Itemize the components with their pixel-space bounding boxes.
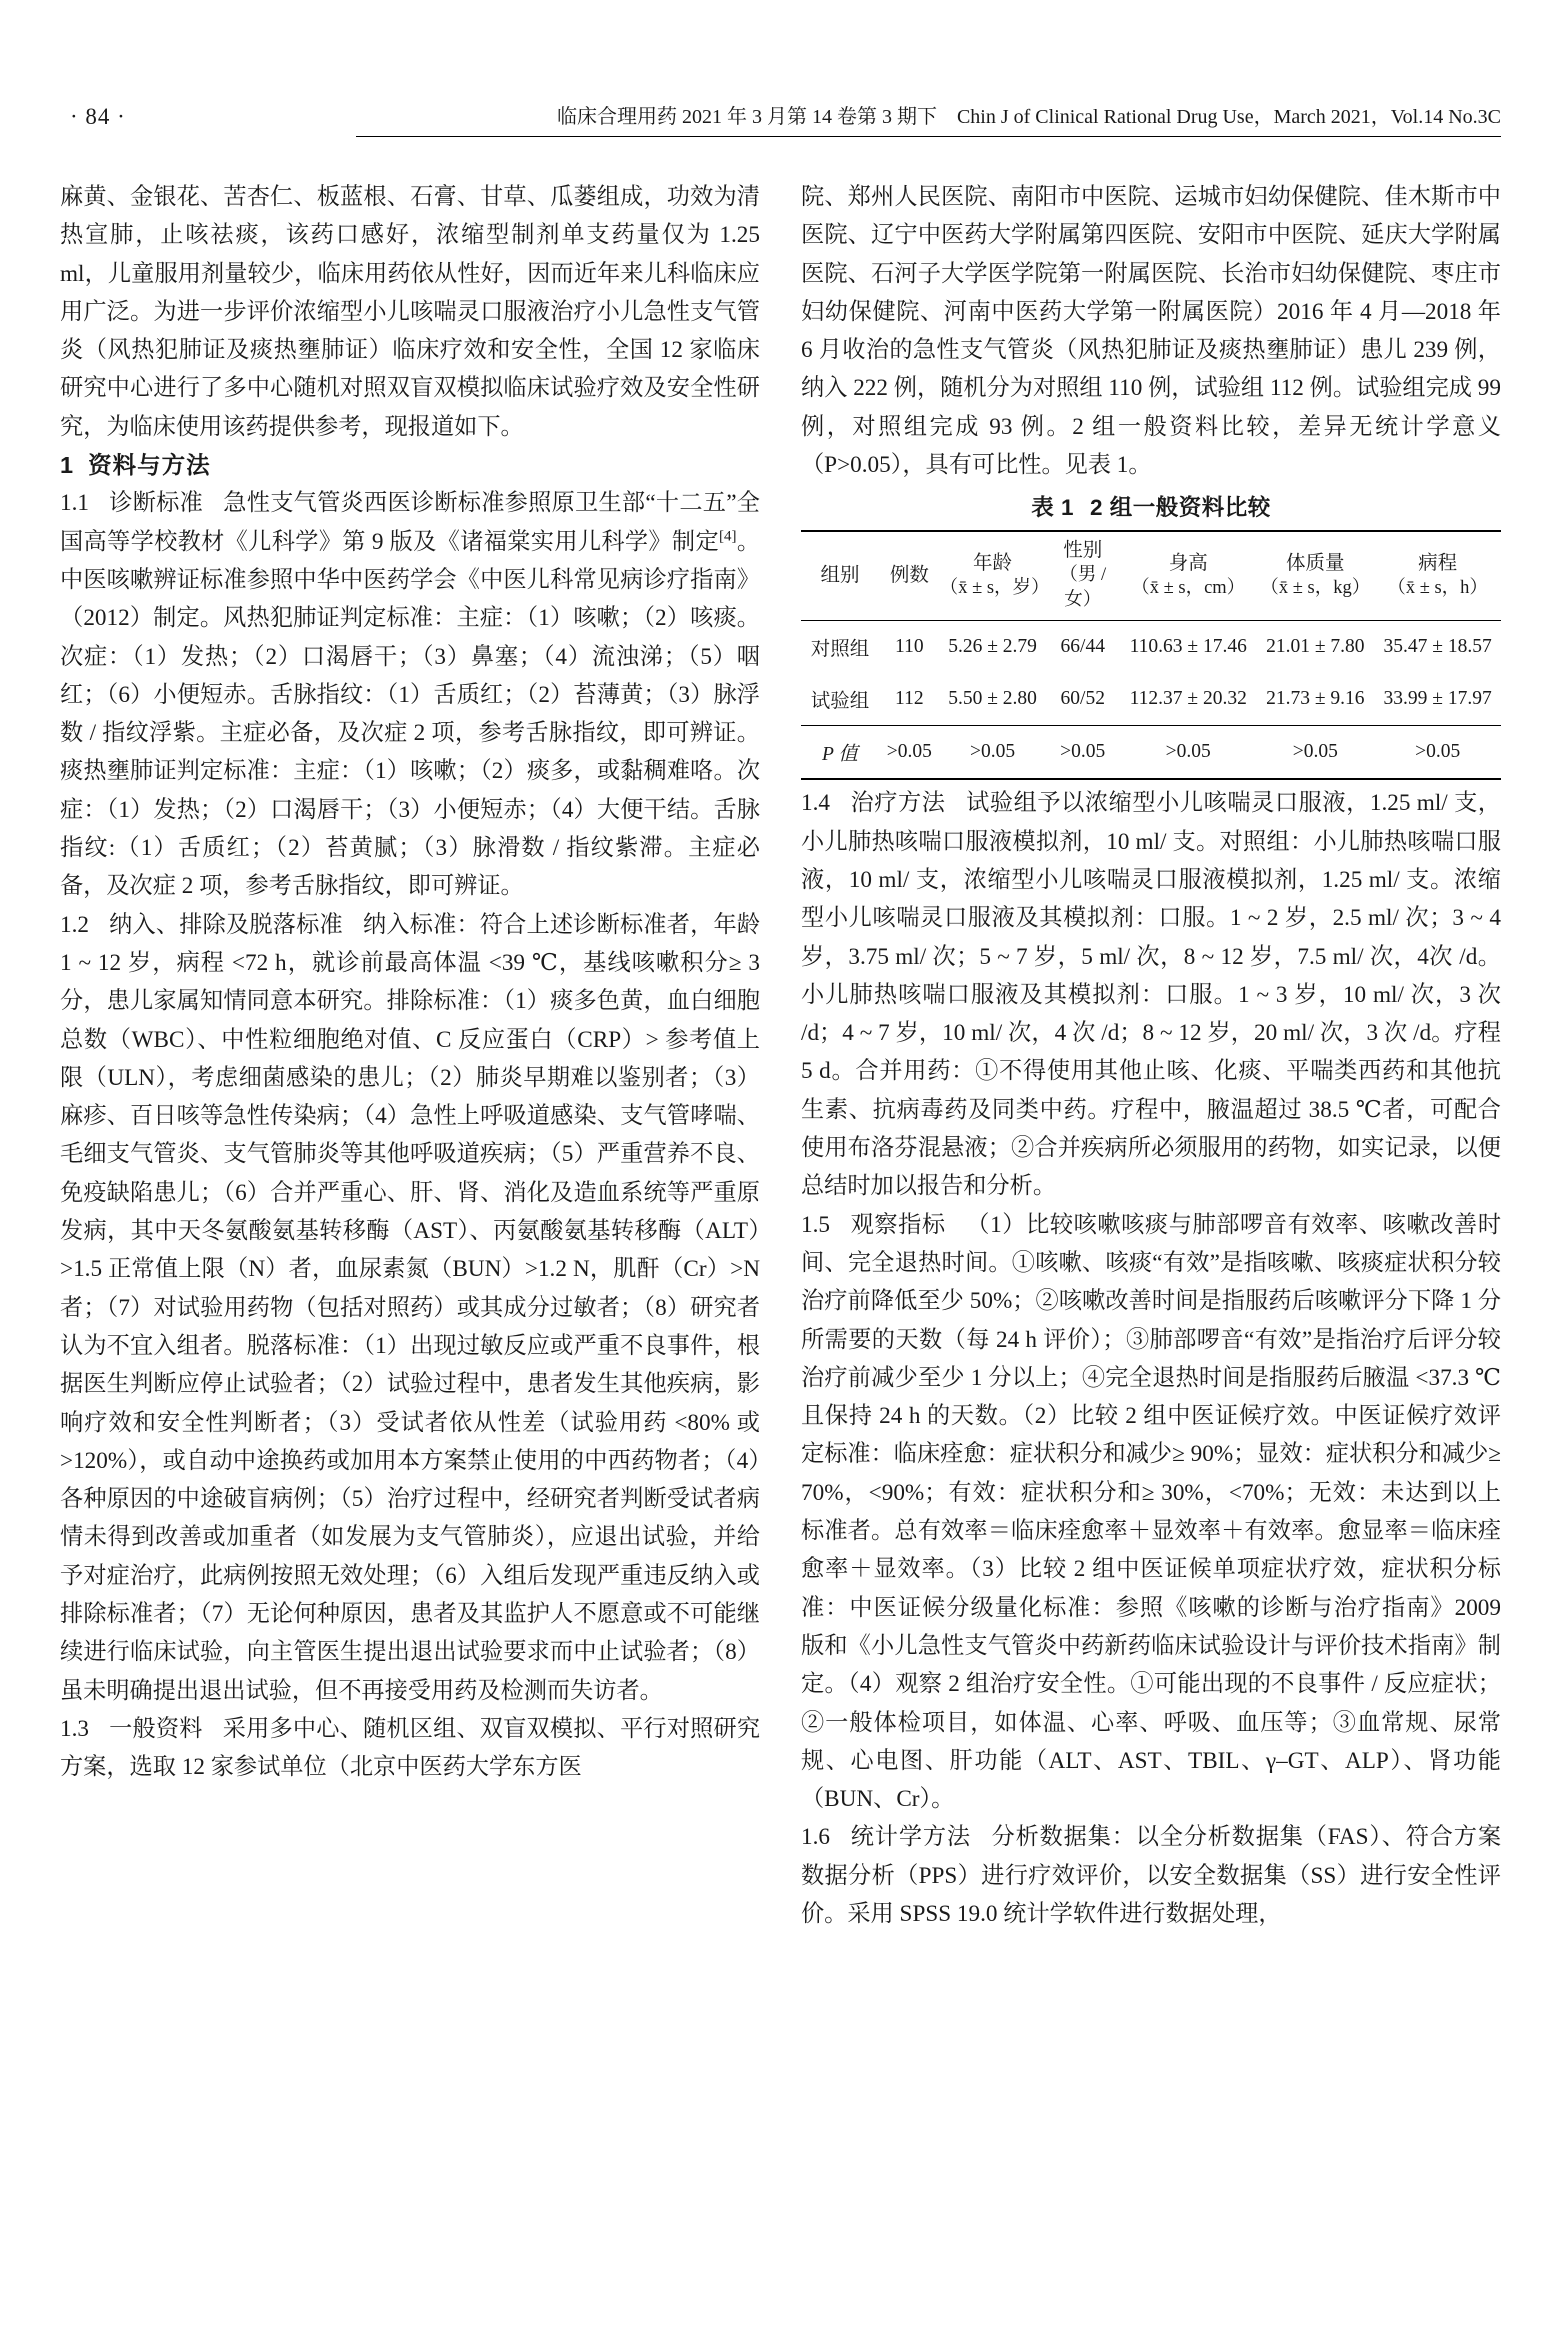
cell-height: 112.37 ± 20.32 bbox=[1129, 688, 1247, 710]
sub-1-2-label: 纳入、排除及脱落标准 bbox=[108, 911, 343, 938]
cell-pvalue-1: >0.05 bbox=[940, 726, 1046, 780]
cell-pvalue-4: >0.05 bbox=[1256, 726, 1374, 780]
th-group-l1: 组别 bbox=[820, 565, 860, 587]
cell-duration: 33.99 ± 17.97 bbox=[1383, 688, 1492, 710]
cell-pvalue-3: >0.05 bbox=[1120, 726, 1256, 780]
sub-1-1-label: 诊断标准 bbox=[108, 490, 204, 517]
table-1-number: 表 1 bbox=[1031, 495, 1074, 521]
sub-1-3-number: 1.3 bbox=[60, 1715, 89, 1742]
th-height-l2: （x̄ ± s，cm） bbox=[1131, 577, 1246, 598]
table-1-caption bbox=[801, 490, 1501, 522]
body-columns bbox=[60, 178, 1501, 2268]
cell-sex: 60/52 bbox=[1060, 688, 1105, 710]
th-weight bbox=[1256, 531, 1374, 621]
table-row bbox=[801, 673, 1501, 726]
th-duration bbox=[1374, 531, 1501, 621]
cell-weight: 21.01 ± 7.80 bbox=[1266, 636, 1365, 658]
table-row-pvalue bbox=[801, 726, 1501, 780]
cell-pvalue-0: >0.05 bbox=[879, 726, 940, 780]
cell-group: 试验组 bbox=[810, 691, 870, 713]
continued-paragraph: 院、郑州人民医院、南阳市中医院、运城市妇幼保健院、佳木斯市中医院、辽宁中医药大学附属第四医院、安阳市中医院、延庆大学附属医院、石河子大学医学院第一附属医院、长治市妇幼保健院、枣庄市妇幼保健院、河南中医药大学第一附属医院）2016 年 4 月—2018 年 6 月收治的急性支气管炎（风热犯肺证及痰热壅肺证）患儿 239 例，纳入 222 例，随机分为对照组 110 例，试验组 112 例。试验组完成 99 例，对照组完成 93 例。2 组一般资料比较，差异无统计学意义（P>0.05），具有可比性。见表 1。 bbox=[801, 184, 1501, 479]
cell-pvalue-5: >0.05 bbox=[1374, 726, 1501, 780]
sub-1-5-label: 观察指标 bbox=[849, 1211, 946, 1238]
th-cases-l1: 例数 bbox=[889, 565, 929, 587]
th-sex-l1: 性别 bbox=[1063, 540, 1103, 562]
sub-1-3-text: 采用多中心、随机区组、双盲双模拟、平行对照研究方案，选取 12 家参试单位（北京中医药大学东方医 bbox=[60, 1715, 761, 1781]
table-1-head bbox=[801, 531, 1501, 621]
subsection-1-6 bbox=[801, 1818, 1501, 1933]
th-sex-l2: （男 / 女） bbox=[1059, 565, 1107, 611]
cell-weight: 21.73 ± 9.16 bbox=[1266, 688, 1365, 710]
sub-1-5-number: 1.5 bbox=[801, 1211, 830, 1238]
th-age-l2: （x̄ ± s，岁） bbox=[939, 577, 1050, 598]
subsection-1-5 bbox=[801, 1206, 1501, 1819]
intro-paragraph: 麻黄、金银花、苦杏仁、板蓝根、石膏、甘草、瓜蒌组成，功效为清热宣肺，止咳祛痰，该药口感好，浓缩型制剂单支药量仅为 1.25 ml，儿童服用剂量较少，临床用药依从性好，因而近年来儿科临床应用广泛。为进一步评价浓缩型小儿咳喘灵口服液治疗小儿急性支气管炎（风热犯肺证及痰热壅肺证）临床疗效和安全性，全国 12 家临床研究中心进行了多中心随机对照双盲双模拟临床试验疗效及安全性研究，为临床使用该药提供参考，现报道如下。 bbox=[60, 184, 760, 440]
cell-cases: 110 bbox=[895, 636, 924, 658]
table-1-header-row bbox=[801, 531, 1501, 621]
running-head-text bbox=[356, 100, 1501, 137]
table-1 bbox=[801, 490, 1501, 780]
table-1-title: 2 组一般资料比较 bbox=[1090, 495, 1271, 521]
sub-1-3-label: 一般资料 bbox=[108, 1715, 203, 1742]
cell-cases: 112 bbox=[895, 688, 924, 710]
th-height-l1: 身高 bbox=[1168, 552, 1208, 574]
th-height bbox=[1120, 531, 1256, 621]
cell-group: 对照组 bbox=[810, 639, 870, 661]
subsection-1-2 bbox=[60, 906, 760, 1710]
cell-duration: 35.47 ± 18.57 bbox=[1383, 636, 1492, 658]
cell-pvalue-label: P 值 bbox=[801, 726, 879, 780]
th-duration-l2: （x̄ ± s，h） bbox=[1387, 577, 1488, 598]
sub-1-2-number: 1.2 bbox=[60, 911, 89, 938]
running-head-english: Chin J of Clinical Rational Drug Use，March 2021，Vol.14 No.3C bbox=[956, 106, 1501, 128]
th-weight-l1: 体质量 bbox=[1286, 552, 1345, 574]
page-number: · 84 · bbox=[70, 104, 126, 129]
cell-sex: 66/44 bbox=[1060, 636, 1105, 658]
sub-1-2-text: 纳入标准：符合上述诊断标准者，年龄 1 ~ 12 岁，病程 <72 h，就诊前最高体温 <39 ℃，基线咳嗽积分≥ 3 分，患儿家属知情同意本研究。排除标准：（1）痰多色黄，血白细胞总数（WBC）、中性粒细胞绝对值、C 反应蛋白（CRP）> 参考值上限（ULN），考虑细菌感染的患儿；（2）肺炎早期难以鉴别者；（3）麻疹、百日咳等急性传染病；（4）急性上呼吸道感染、支气管哮喘、毛细支气管炎、支气管肺炎等其他呼吸道疾病；（5）严重营养不良、免疫缺陷患儿；（6）合并严重心、肝、肾、消化及造血系统等严重原发病，其中天冬氨酸氨基转移酶（AST）、丙氨酸氨基转移酶（ALT）>1.5 正常值上限（N）者，血尿素氮（BUN）>1.2 N，肌酐（Cr）>N 者；（7）对试验用药物（包括对照药）或其成分过敏者；（8）研究者认为不宜入组者。脱落标准：（1）出现过敏反应或严重不良事件，根据医生判断应停止试验者；（2）试验过程中，患者发生其他疾病，影响疗效和安全性判断者；（3）受试者依从性差（试验用药 <80% 或 >120%），或自动中途换药或加用本方案禁止使用的中西药物者；（4）各种原因的中途破盲病例；（5）治疗过程中，经研究者判断受试者病情未得到改善或加重者（如发展为支气管肺炎），应退出试验，并给予对症治疗，此病例按照无效处理；（6）入组后发现严重违反纳入或排除标准者；（7）无论何种原因，患者及其监护人不愿意或不可能继续进行临床试验，向主管医生提出退出试验要求而中止试验者；（8）虽未明确提出退出试验，但不再接受用药及检测而失访者。 bbox=[60, 911, 761, 1704]
cell-height: 110.63 ± 17.46 bbox=[1129, 636, 1247, 658]
sub-1-4-text: 试验组予以浓缩型小儿咳喘灵口服液，1.25 ml/ 支，小儿肺热咳喘口服液模拟剂，10 ml/ 支。对照组：小儿肺热咳喘口服液，10 ml/ 支，浓缩型小儿咳喘灵口服液模拟剂，1.25 ml/ 支。浓缩型小儿咳喘灵口服液及其模拟剂：口服。1 ~ 2 岁，2.5 ml/ 次；3 ~ 4 岁，3.75 ml/ 次；5 ~ 7 岁，5 ml/ 次，8 ~ 12 岁，7.5 ml/ 次，4次 /d。小儿肺热咳喘口服液及其模拟剂：口服。1 ~ 3 岁，10 ml/ 次，3 次 /d；4 ~ 7 岁，10 ml/ 次，4 次 /d；8 ~ 12 岁，20 ml/ 次，3 次 /d。疗程 5 d。合并用药：①不得使用其他止咳、化痰、平喘类西药和其他抗生素、抗病毒药及同类中药。疗程中，腋温超过 38.5 ℃者，可配合使用布洛芬混悬液；②合并疾病所必须服用的药物，如实记录，以便总结时加以报告和分析。 bbox=[801, 790, 1501, 1200]
table-1-grid bbox=[801, 530, 1501, 780]
sub-1-6-text: 分析数据集：以全分析数据集（FAS）、符合方案数据分析（PPS）进行疗效评价，以安全数据集（SS）进行安全性评价。采用 SPSS 19.0 统计学软件进行数据处理， bbox=[801, 1824, 1502, 1927]
sub-1-1-number: 1.1 bbox=[60, 490, 89, 517]
cell-pvalue-2: >0.05 bbox=[1045, 726, 1120, 780]
sub-1-1-text-b: 。中医咳嗽辨证标准参照中华中医药学会《中医儿科常见病诊疗指南》（2012）制定。风热犯肺证判定标准：主症：（1）咳嗽；（2）咳痰。次症：（1）发热；（2）口渴唇干；（3）鼻塞；（4）流浊涕；（5）咽红；（6）小便短赤。舌脉指纹：（1）舌质红；（2）苔薄黄；（3）脉浮数 / 指纹浮紫。主症必备，及次症 2 项，参考舌脉指纹，即可辨证。痰热壅肺证判定标准：主症：（1）咳嗽；（2）痰多，或黏稠难咯。次症：（1）发热；（2）口渴唇干；（3）小便短赤；（4）大便干结。舌脉指纹:（1）舌质红；（2）苔黄腻；（3）脉滑数 / 指纹紫滞。主症必备，及次症 2 项，参考舌脉指纹，即可辨证。 bbox=[60, 528, 761, 900]
section-1-title: 资料与方法 bbox=[88, 452, 211, 479]
subsection-1-4 bbox=[801, 784, 1501, 1205]
reference-marker: [4] bbox=[718, 527, 737, 544]
table-row bbox=[801, 621, 1501, 674]
running-head-chinese: 临床合理用药 2021 年 3 月第 14 卷第 3 期下 bbox=[556, 106, 937, 128]
sub-1-6-label: 统计学方法 bbox=[849, 1824, 971, 1851]
sub-1-4-label: 治疗方法 bbox=[849, 790, 946, 817]
th-age-l1: 年龄 bbox=[973, 552, 1013, 574]
section-heading-1 bbox=[60, 446, 760, 484]
subsection-1-3 bbox=[60, 1710, 760, 1787]
sub-1-5-text: （1）比较咳嗽咳痰与肺部啰音有效率、咳嗽改善时间、完全退热时间。①咳嗽、咳痰“有效”是指咳嗽、咳痰症状积分较治疗前降低至少 50%；②咳嗽改善时间是指服药后咳嗽评分下降 1 分所需要的天数（每 24 h 评价）；③肺部啰音“有效”是指治疗后评分较治疗前减少至少 1 分以上；④完全退热时间是指服药后腋温 <37.3 ℃且保持 24 h 的天数。（2）比较 2 组中医证候疗效。中医证候疗效评定标准：临床痊愈：症状积分和减少≥ 90%；显效：症状积分和减少≥ 70%，<90%；有效：症状积分和≥ 30%，<70%；无效：未达到以上标准者。总有效率＝临床痊愈率＋显效率＋有效率。愈显率＝临床痊愈率＋显效率。（3）比较 2 组中医证候单项症状疗效，症状积分标准：中医证候分级量化标准：参照《咳嗽的诊断与治疗指南》2009 版和《小儿急性支气管炎中药新药临床试验设计与评价技术指南》制定。（4）观察 2 组治疗安全性。①可能出现的不良事件 / 反应症状；②一般体检项目，如体温、心率、呼吸、血压等；③血常规、尿常规、心电图、肝功能（ALT、AST、TBIL、γ–GT、ALP）、肾功能（BUN、Cr）。 bbox=[801, 1211, 1502, 1813]
cell-age: 5.26 ± 2.79 bbox=[948, 636, 1037, 658]
cell-age: 5.50 ± 2.80 bbox=[948, 688, 1037, 710]
table-1-body bbox=[801, 621, 1501, 780]
th-age bbox=[939, 531, 1050, 621]
th-cases bbox=[879, 531, 940, 621]
running-head bbox=[60, 100, 1501, 148]
left-column bbox=[60, 178, 760, 2268]
sub-1-4-number: 1.4 bbox=[801, 790, 830, 817]
th-sex bbox=[1045, 531, 1120, 621]
subsection-1-1 bbox=[60, 484, 760, 905]
sub-1-1-text-a: 急性支气管炎西医诊断标准参照原卫生部“十二五”全国高等学校教材《儿科学》第 9 版及《诸福棠实用儿科学》制定 bbox=[60, 490, 760, 555]
section-1-number: 1 bbox=[60, 452, 75, 479]
sub-1-6-number: 1.6 bbox=[801, 1824, 830, 1851]
th-weight-l2: （x̄ ± s，kg） bbox=[1260, 577, 1371, 598]
th-group bbox=[801, 531, 879, 621]
th-duration-l1: 病程 bbox=[1418, 552, 1458, 574]
right-column bbox=[801, 178, 1501, 2268]
